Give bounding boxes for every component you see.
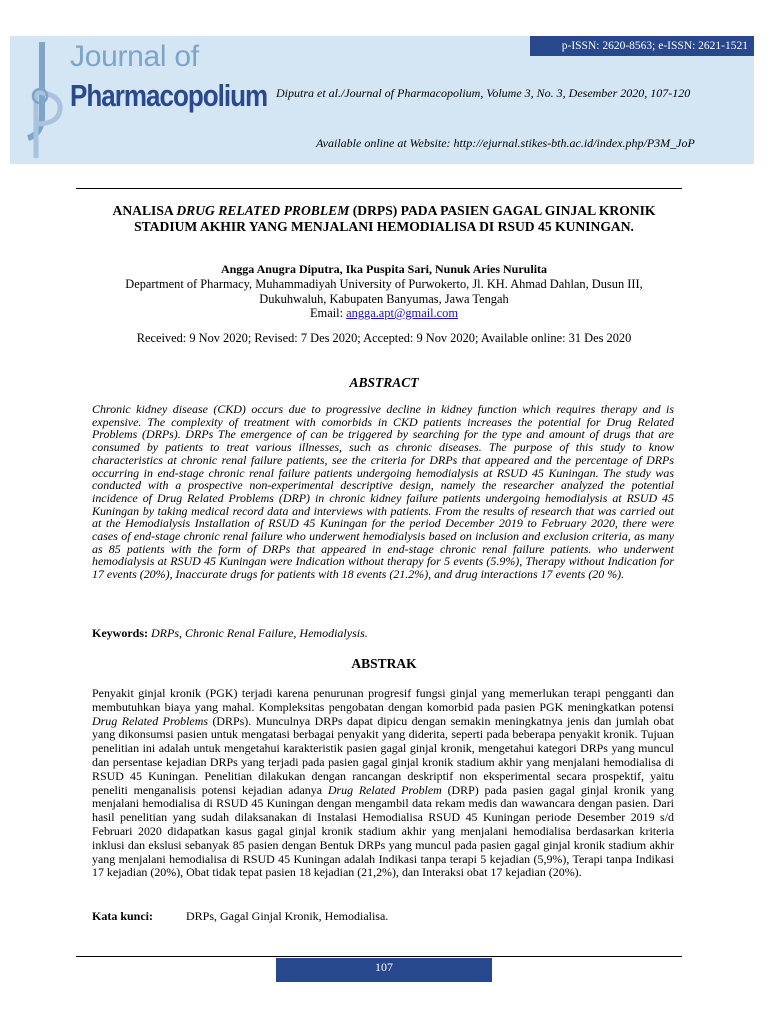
affiliation: Department of Pharmacy, Muhammadiyah University of Purwokerto, Jl. KH. Ahmad Dahlan, Dusun III, Dukuhwaluh, Kabupaten Banyumas, Jawa Tengah: [125, 277, 643, 307]
page-number: 107: [276, 958, 492, 982]
top-divider: [76, 188, 682, 189]
email-label: Email:: [309, 306, 347, 320]
keywords-text: DRPs, Chronic Renal Failure, Hemodialysis.: [148, 626, 368, 640]
website-line: Available online at Website: http://ejurnal.stikes-bth.ac.id/index.php/P3M_JoP: [316, 136, 695, 150]
abstrak-text-2: (DRPs). Munculnya DRPs dapat dipicu dengan semakin meningkatnya jenis dan jumlah obat yang dikonsumsi pasien untuk mengatasi berbagai penyakit yang diderita, seperti pada beberapa penyakit kronik. Tujuan penelitian ini adalah untuk mengetahui karakteristik pasien gagal ginjal kronik, mengetahui kategori DRPs yang muncul dan persentase kejadian DRPs yang terjadi pada pasien gagal ginjal kronik stadium akhir yang menjalani hemodialisa di RSUD 45 Kuningan. Penelitian dilakukan dengan rancangan deskriptif non eksperimental secara prospektif, yaitu peneliti menganalisis potensi kejadian adanya: [92, 713, 674, 797]
kata-kunci-text: DRPs, Gagal Ginjal Kronik, Hemodialisa.: [186, 909, 389, 923]
keywords: [92, 626, 674, 641]
title-part-italic: DRUG RELATED PROBLEM: [176, 203, 350, 218]
title-part-2: (DRPS) PADA PASIEN GAGAL GINJAL KRONIK STADIUM AKHIR YANG MENJALANI HEMODIALISA DI RSUD 45 KUNINGAN.: [134, 203, 656, 234]
issn-banner: p-ISSN: 2620-8563; e-ISSN: 2621-1521: [530, 36, 754, 56]
abstract-heading: ABSTRACT: [349, 375, 419, 390]
abstract-body: Chronic kidney disease (CKD) occurs due to progressive decline in kidney function which requires therapy and is expensive. The complexity of treatment with comorbids in CKD patients increases the potential for Drug Related Problems (DRPs). DRPs The emergence of can be triggered by searching for the type and amount of drugs that are consumed by patients to treat various illnesses, such as chronic diseases. The purpose of this study to know characteristics at chronic renal failure patients, see the criteria for DRPs that appeared and the percentage of DRPs occurring in end-stage chronic renal failure patients undergoing hemodialysis at RSUD 45 Kuningan. The study was conducted with a prospective non-experimental descriptive design, namely the researcher analyzed the potential incidence of Drug Related Problems (DRP) in chronic kidney failure patients undergoing hemodialysis at RSUD 45 Kuningan by taking medical record data and interviews with patients. From the results of research that was carried out at the Hemodialysis Installation of RSUD 45 Kuningan for the period December 2019 to February 2020, there were cases of end-stage chronic renal failure who underwent hemodialysis based on inclusion and exclusion criteria, as many as 85 patients with the form of DRPs that appeared in end-stage chronic renal failure patients. who underwent hemodialysis at RSUD 45 Kuningan were Indication without therapy for 5 events (5.9%), Therapy without Indication for 17 events (20%), Inaccurate drugs for patients with 18 events (21.2%), and drug interactions 17 events (20 %).: [92, 402, 674, 582]
email-line: [76, 306, 692, 321]
keywords-label: Keywords:: [92, 626, 148, 640]
abstrak-body: [92, 687, 674, 880]
logo-line-1: Journal of: [70, 40, 199, 73]
journal-logo: [26, 38, 268, 162]
abstrak-heading: ABSTRAK: [351, 656, 417, 671]
abstrak-italic-2: Drug Related Problem: [327, 782, 442, 797]
article-dates: Received: 9 Nov 2020; Revised: 7 Des 2020; Accepted: 9 Nov 2020; Available online: 31 Des 2020: [136, 331, 632, 345]
abstrak-italic-1: Drug Related Problems: [92, 713, 208, 728]
jp-monogram-icon: [26, 38, 66, 162]
abstrak-text-1: Penyakit ginjal kronik (PGK) terjadi karena penurunan progresif fungsi ginjal yang memerlukan terapi pengganti dan membutuhkan biaya yang mahal. Kompleksitas pengobatan dengan komorbid pada pasien PGK meningkatkan potensi: [92, 686, 674, 714]
title-part-1: ANALISA: [112, 203, 177, 218]
author-list: Angga Anugra Diputra, Ika Puspita Sari, Nunuk Aries Nurulita: [220, 262, 548, 276]
article-title: [90, 203, 678, 235]
citation-line: Diputra et al./Journal of Pharmacopolium, Volume 3, No. 3, Desember 2020, 107-120: [276, 86, 691, 100]
abstrak-text-3: (DRP) pada pasien gagal ginjal kronik yang menjalani hemodialisa di RSUD 45 Kuningan dengan mengambil data rekam medis dan wawancara dengan pasien. Dari hasil penelitian yang sudah dilaksanakan di Instalasi Hemodialisa RSUD 45 Kuningan periode Desember 2019 s/d Februari 2020 didapatkan kasus gagal ginjal kronik stadium akhir yang menjalani hemodialisa berdasarkan kriteria inklusi dan ekslusi sebanyak 85 pasien dengan Bentuk DRPs yang muncul pada pasien gagal ginjal kronik stadium akhir yang menjalani hemodialisa di RSUD 45 Kuningan adalah Indikasi tanpa terapi 5 kejadian (5,9%), Terapi tanpa Indikasi 17 kejadian (20%), Obat tidak tepat pasien 18 kejadian (21,2%), dan Interaksi obat 17 kejadian (20%).: [92, 782, 674, 880]
email-link[interactable]: angga.apt@gmail.com: [346, 306, 459, 320]
logo-line-2: Pharmacopolium: [70, 78, 268, 113]
kata-kunci-label: Kata kunci:: [92, 909, 154, 923]
bottom-divider: [76, 956, 682, 957]
